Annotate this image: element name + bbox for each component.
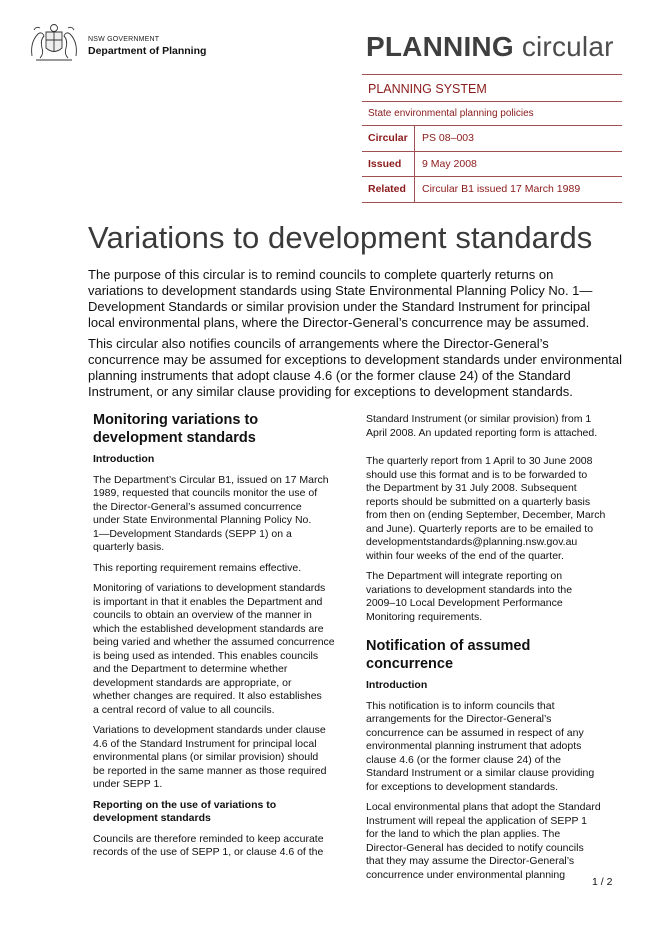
- text-line: for the land to which the plan applies. The: [366, 828, 561, 840]
- text-line: Councils are therefore reminded to keep accurate: [93, 832, 324, 845]
- planning-circular-title: [366, 31, 614, 63]
- text-line: The purpose of this circular is to remind councils to complete quarterly returns on: [88, 267, 554, 282]
- text-line: concurrence under environmental planning: [366, 868, 566, 881]
- text-line: and June). Quarterly reports are to be emailed to: [366, 522, 594, 535]
- text-line: 1989, requested that councils monitor the use of: [93, 487, 318, 499]
- info-label: Circular: [362, 126, 415, 151]
- text-line: concurrence can be assumed in respect of any: [366, 726, 584, 739]
- text-line: environmental plans (or similar provision) should: [93, 751, 319, 763]
- heading-line: development standards: [93, 812, 211, 824]
- text-line: arrangements for the Director-General’s: [366, 713, 552, 725]
- info-row-circular: [362, 126, 622, 152]
- info-value: PS 08–003: [422, 132, 474, 144]
- paragraph: [366, 700, 614, 795]
- text-line: is important in that it enables the Department and: [93, 595, 323, 608]
- text-line: a central record of value to all councils.: [93, 703, 275, 716]
- coat-of-arms-icon: [26, 22, 82, 64]
- text-line: be reported in the same manner as those required: [93, 764, 327, 777]
- document-title: Variations to development standards: [88, 220, 593, 255]
- circular-title-bold: PLANNING: [366, 31, 514, 62]
- text-line: local environmental plans, where the Director-General’s concurrence may be assumed.: [88, 315, 590, 330]
- paragraph: [93, 562, 341, 576]
- circular-info-table: [362, 74, 622, 203]
- text-line: is being used as intended. This enables councils: [93, 649, 319, 662]
- subheading-introduction: Introduction: [93, 453, 155, 465]
- text-line: quarterly basis.: [93, 541, 165, 553]
- text-line: that they may assume the Director-General’s: [366, 855, 575, 867]
- paragraph: [93, 474, 341, 555]
- paragraph: [366, 455, 614, 563]
- paragraph: [366, 413, 614, 440]
- heading-line: development standards: [93, 429, 256, 446]
- text-line: the Department by 31 July 2008. Subsequent: [366, 482, 577, 494]
- text-line: records of the use of SEPP 1, or clause 4.6 of the: [93, 846, 324, 858]
- text-line: under SEPP 1.: [93, 778, 163, 790]
- text-line: 2009–10 Local Development Performance: [366, 597, 563, 609]
- intro-paragraph: [88, 267, 618, 331]
- info-label: Related: [362, 177, 415, 202]
- text-line: This reporting requirement remains effective.: [93, 561, 302, 574]
- text-line: Local environmental plans that adopt the Standard: [366, 801, 601, 813]
- subheading-reporting: [93, 799, 341, 826]
- left-column: [93, 412, 341, 867]
- text-line: The Department’s Circular B1, issued on 17 March: [93, 473, 329, 486]
- paragraph: [366, 570, 614, 624]
- text-line: Director-General has decided to notify councils: [366, 841, 584, 854]
- text-line: the Director-General’s assumed concurrence: [93, 500, 302, 513]
- text-line: Instrument will repeal the application of SEPP 1: [366, 814, 588, 827]
- info-row-issued: [362, 152, 622, 178]
- department-label: Department of Planning: [88, 45, 207, 57]
- info-category: PLANNING SYSTEM: [362, 74, 622, 102]
- heading-line: Monitoring variations to: [93, 412, 259, 428]
- section-heading-monitoring: [93, 412, 341, 447]
- page-number: 1 / 2: [592, 876, 613, 888]
- heading-line: Reporting on the use of variations to: [93, 798, 277, 811]
- text-line: councils to obtain an overview of the manner in: [93, 609, 312, 621]
- paragraph: [366, 801, 614, 882]
- paragraph: [93, 724, 341, 792]
- text-line: for exceptions to development standards.: [366, 780, 559, 793]
- text-line: Development Standards or similar provision under the Standard Instrument for principal: [88, 299, 591, 314]
- text-line: should use this format and is to be forwarded to: [366, 468, 588, 481]
- text-line: Instrument, or any similar clause providing for exceptions to development standards.: [88, 384, 573, 399]
- intro-section: [88, 267, 623, 405]
- text-line: 1—Development Standards (SEPP 1) on a: [93, 527, 292, 540]
- text-line: Monitoring requirements.: [366, 610, 483, 623]
- info-label: Issued: [362, 152, 415, 177]
- text-line: under State Environmental Planning Policy No.: [93, 514, 312, 526]
- subheading-introduction: Introduction: [366, 679, 428, 691]
- info-row-related: [362, 177, 622, 203]
- text-line: variations to development standards into the: [366, 583, 573, 596]
- section-heading-notification: Notification of assumed concurrence: [366, 638, 531, 672]
- text-line: concurrence may be assumed for exceptions to development standards under environmental: [88, 352, 623, 367]
- text-line: whether changes are required. It also establishes: [93, 690, 322, 702]
- info-value: 9 May 2008: [422, 157, 477, 170]
- text-line: Monitoring of variations to development standards: [93, 582, 326, 594]
- email-link[interactable]: developmentstandards@planning.nsw.gov.au: [366, 536, 578, 548]
- text-line: within four weeks of the end of the quarter.: [366, 549, 564, 562]
- text-line: Standard Instrument (or similar provision) from 1: [366, 413, 592, 425]
- intro-paragraph: [88, 336, 623, 400]
- paragraph: [93, 833, 341, 860]
- text-line: from then on (ending September, December, March: [366, 509, 606, 521]
- text-line: and the Department to determine whether: [93, 663, 288, 675]
- circular-title-light: circular: [521, 31, 614, 62]
- text-line: which the established development standards are: [93, 622, 324, 635]
- nsw-government-logo: [26, 22, 207, 66]
- text-line: environmental planning instrument that adopts: [366, 740, 582, 752]
- paragraph: [93, 582, 341, 717]
- text-line: This notification is to inform councils that: [366, 699, 555, 712]
- text-line: planning instruments that adopt clause 4.6 (or the former clause 24) of the Standard: [88, 368, 571, 383]
- text-line: The Department will integrate reporting on: [366, 570, 563, 582]
- text-line: reports should be submitted on a quarterly basis: [366, 495, 591, 508]
- text-line: being varied and whether the assumed concurrence: [93, 636, 335, 648]
- text-line: Variations to development standards under clause: [93, 724, 326, 736]
- text-line: 4.6 of the Standard Instrument for principal local: [93, 737, 317, 750]
- text-line: The quarterly report from 1 April to 30 June 2008: [366, 455, 593, 467]
- text-line: variations to development standards using State Environmental Planning Policy No. 1—: [88, 283, 593, 298]
- info-subcategory: State environmental planning policies: [362, 102, 622, 126]
- info-value: Circular B1 issued 17 March 1989: [422, 183, 581, 195]
- text-line: clause 4.6 (or the former clause 24) of the: [366, 753, 561, 766]
- text-line: Standard Instrument or a similar clause providing: [366, 767, 595, 779]
- text-line: April 2008. An updated reporting form is attached.: [366, 426, 598, 439]
- government-label: NSW GOVERNMENT: [88, 36, 160, 43]
- right-column: [366, 413, 614, 889]
- text-line: development standards are appropriate, or: [93, 676, 292, 689]
- text-line: This circular also notifies councils of arrangements where the Director-General’s: [88, 336, 549, 351]
